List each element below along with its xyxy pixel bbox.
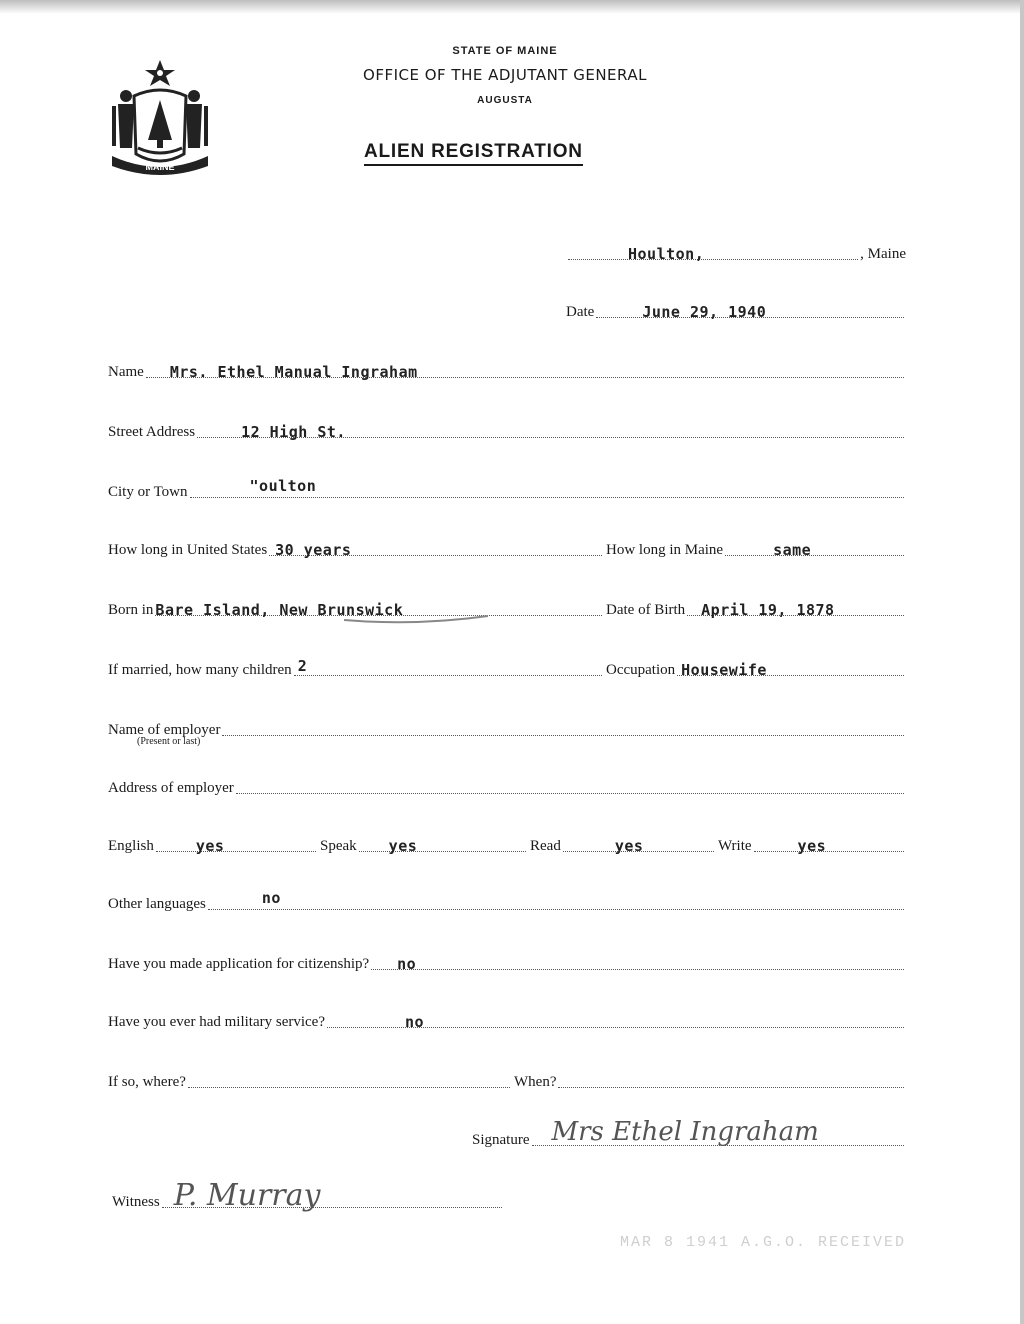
place-value[interactable]: Houlton,: [628, 245, 705, 263]
born-in-line: [155, 593, 602, 619]
field-birth-date: [606, 594, 906, 620]
occupation-line: [677, 653, 904, 679]
where-label: If so, where?: [108, 1074, 186, 1090]
field-when: [514, 1066, 906, 1092]
field-read: [530, 830, 716, 856]
city-line: [190, 475, 904, 498]
children-label: If married, how many children: [108, 662, 292, 678]
other-languages-value[interactable]: no: [261, 889, 281, 907]
speak-value[interactable]: yes: [388, 837, 418, 855]
employer-name-sublabel: (Present or last): [137, 736, 201, 747]
birth-date-value[interactable]: April 19, 1878: [701, 601, 835, 619]
date-line: [596, 295, 904, 321]
name-label: Name: [108, 364, 144, 380]
write-label: Write: [718, 838, 752, 854]
citizenship-label: Have you made application for citizenship?: [108, 956, 370, 972]
field-military: [108, 1006, 906, 1032]
form-title: ALIEN REGISTRATION: [364, 141, 583, 166]
header-state: STATE OF MAINE: [452, 45, 558, 57]
occupation-label: Occupation: [606, 662, 676, 678]
children-value[interactable]: 2: [297, 657, 308, 675]
field-write: [718, 830, 906, 856]
city-value[interactable]: "oulton: [249, 477, 317, 495]
children-line: [294, 653, 602, 676]
signature-label: Signature: [472, 1132, 530, 1148]
field-name: [108, 356, 906, 382]
date-value[interactable]: June 29, 1940: [642, 303, 767, 321]
field-employer-address: [108, 772, 906, 798]
place-line: [568, 237, 858, 263]
street-label: Street Address: [108, 424, 196, 440]
english-label: English: [108, 838, 154, 854]
header-office: OFFICE OF THE ADJUTANT GENERAL: [363, 66, 647, 84]
svg-text:MAINE: MAINE: [145, 162, 175, 172]
name-value[interactable]: Mrs. Ethel Manual Ingraham: [169, 363, 418, 381]
field-speak: [320, 830, 528, 856]
date-label: Date: [566, 304, 595, 320]
birth-date-label: Date of Birth: [606, 602, 686, 618]
citizenship-value[interactable]: no: [397, 955, 417, 973]
witness-line: [162, 1178, 502, 1213]
header-city: AUGUSTA: [477, 95, 533, 106]
field-city: [108, 476, 906, 502]
military-label: Have you ever had military service?: [108, 1014, 325, 1030]
field-place: [566, 238, 906, 264]
write-value[interactable]: yes: [797, 837, 827, 855]
name-line: [146, 355, 904, 381]
employer-name-line: [222, 713, 904, 736]
street-line: [197, 415, 904, 441]
field-where: [108, 1066, 512, 1092]
speak-label: Speak: [320, 838, 357, 854]
field-street-address: [108, 416, 906, 442]
other-languages-line: [208, 887, 904, 910]
field-other-languages: [108, 888, 906, 914]
maine-state-seal: [104, 56, 216, 178]
birth-date-line: [687, 593, 904, 619]
witness-label: Witness: [112, 1194, 160, 1210]
field-children: [108, 654, 604, 680]
field-us-years: [108, 534, 604, 560]
born-in-label: Born in: [108, 602, 154, 618]
city-label: City or Town: [108, 484, 188, 500]
citizenship-line: [371, 947, 904, 973]
us-years-value[interactable]: 30 years: [275, 541, 352, 559]
military-value[interactable]: no: [405, 1013, 425, 1031]
field-citizenship: [108, 948, 906, 974]
military-line: [327, 1005, 904, 1031]
other-languages-label: Other languages: [108, 896, 206, 912]
english-line: [156, 829, 316, 855]
field-occupation: [606, 654, 906, 680]
field-employer-name: [108, 714, 906, 740]
maine-years-line: [725, 533, 904, 559]
field-witness: [112, 1178, 504, 1213]
witness-value[interactable]: P. Murray: [173, 1178, 321, 1213]
occupation-value[interactable]: Housewife: [681, 661, 767, 679]
field-signature: [472, 1117, 906, 1150]
maine-years-label: How long in Maine: [606, 542, 724, 558]
write-line: [754, 829, 904, 855]
field-english: [108, 830, 318, 856]
field-date: [566, 296, 906, 322]
scan-right-edge: [1020, 0, 1024, 1324]
speak-line: [359, 829, 526, 855]
maine-years-value[interactable]: same: [773, 541, 812, 559]
received-stamp: MAR 8 1941 A.G.O. RECEIVED: [620, 1234, 907, 1251]
place-suffix: , Maine: [860, 246, 906, 262]
employer-name-label: Name of employer: [108, 722, 221, 738]
pen-underline-mark: [342, 614, 490, 624]
where-line: [188, 1065, 510, 1088]
field-maine-years: [606, 534, 906, 560]
read-label: Read: [530, 838, 561, 854]
read-value[interactable]: yes: [614, 837, 644, 855]
employer-address-label: Address of employer: [108, 780, 234, 796]
read-line: [563, 829, 714, 855]
signature-line: [532, 1117, 905, 1147]
us-years-label: How long in United States: [108, 542, 268, 558]
signature-value[interactable]: Mrs Ethel Ingraham: [551, 1117, 819, 1147]
english-value[interactable]: yes: [195, 837, 225, 855]
when-label: When?: [514, 1074, 557, 1090]
us-years-line: [269, 533, 602, 559]
scan-top-edge: [0, 0, 1024, 14]
when-line: [558, 1065, 904, 1088]
employer-address-line: [236, 771, 904, 794]
born-in-value[interactable]: Bare Island, New Brunswick: [155, 601, 404, 619]
street-value[interactable]: 12 High St.: [241, 423, 346, 441]
